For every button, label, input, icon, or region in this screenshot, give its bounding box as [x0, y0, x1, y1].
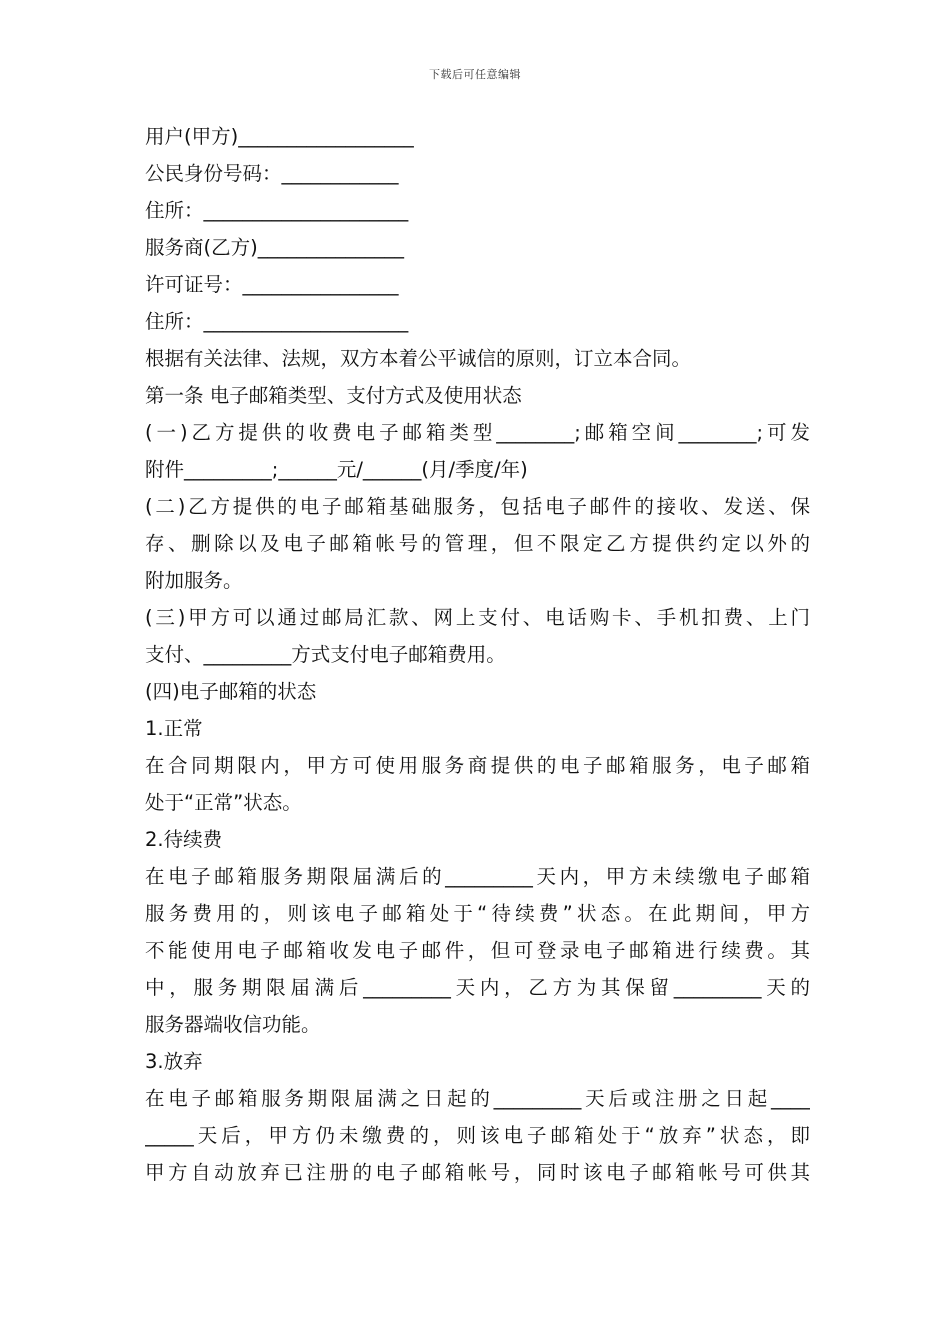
id-number-line: 公民身份号码：____________	[145, 162, 399, 185]
clause-2-line-1: (二)乙方提供的电子邮箱基础服务，包括电子邮件的接收、发送、保	[145, 495, 810, 518]
status-pending-line-3: 不能使用电子邮箱收发电子邮件，但可登录电子邮箱进行续费。其	[145, 939, 810, 962]
party-b-address-line: 住所：_____________________	[145, 310, 409, 333]
status-abandon-heading: 3.放弃	[145, 1050, 203, 1073]
clause-2-line-3: 附加服务。	[145, 569, 243, 592]
status-pending-line-1: 在电子邮箱服务期限届满后的_________天内，甲方未续缴电子邮箱	[145, 865, 810, 888]
status-abandon-line-2: _____天后，甲方仍未缴费的，则该电子邮箱处于“放弃”状态，即	[145, 1124, 810, 1147]
clause-3-line-1: (三)甲方可以通过邮局汇款、网上支付、电话购卡、手机扣费、上门	[145, 606, 810, 629]
status-normal-line-1: 在合同期限内，甲方可使用服务商提供的电子邮箱服务，电子邮箱	[145, 754, 810, 777]
clause-1-line-2: 附件_________;______元/______(月/季度/年)	[145, 458, 528, 481]
clause-1-line-1: (一)乙方提供的收费电子邮箱类型________;邮箱空间________;可发	[145, 421, 810, 444]
status-abandon-line-1: 在电子邮箱服务期限届满之日起的_________天后或注册之日起____	[145, 1087, 810, 1110]
party-a-address-line: 住所：_____________________	[145, 199, 409, 222]
status-normal-heading: 1.正常	[145, 717, 203, 740]
status-normal-line-2: 处于“正常”状态。	[145, 791, 302, 814]
status-abandon-line-3: 甲方自动放弃已注册的电子邮箱帐号，同时该电子邮箱帐号可供其	[145, 1161, 810, 1184]
status-pending-line-5: 服务器端收信功能。	[145, 1013, 321, 1036]
preamble-paragraph: 根据有关法律、法规，双方本着公平诚信的原则，订立本合同。	[145, 347, 692, 370]
status-pending-heading: 2.待续费	[145, 828, 223, 851]
contract-body	[145, 118, 810, 1191]
status-pending-line-4: 中，服务期限届满后_________天内，乙方为其保留_________天的	[145, 976, 810, 999]
article-one-heading: 第一条 电子邮箱类型、支付方式及使用状态	[145, 384, 522, 407]
party-a-line: 用户(甲方)__________________	[145, 125, 414, 148]
clause-2-line-2: 存、删除以及电子邮箱帐号的管理，但不限定乙方提供约定以外的	[145, 532, 810, 555]
page-header-note: 下载后可任意编辑	[429, 68, 521, 81]
party-b-line: 服务商(乙方)_______________	[145, 236, 404, 259]
license-number-line: 许可证号：________________	[145, 273, 399, 296]
clause-4-heading: (四)电子邮箱的状态	[145, 680, 317, 703]
clause-3-line-2: 支付、_________方式支付电子邮箱费用。	[145, 643, 506, 666]
status-pending-line-2: 服务费用的，则该电子邮箱处于“待续费”状态。在此期间，甲方	[145, 902, 810, 925]
